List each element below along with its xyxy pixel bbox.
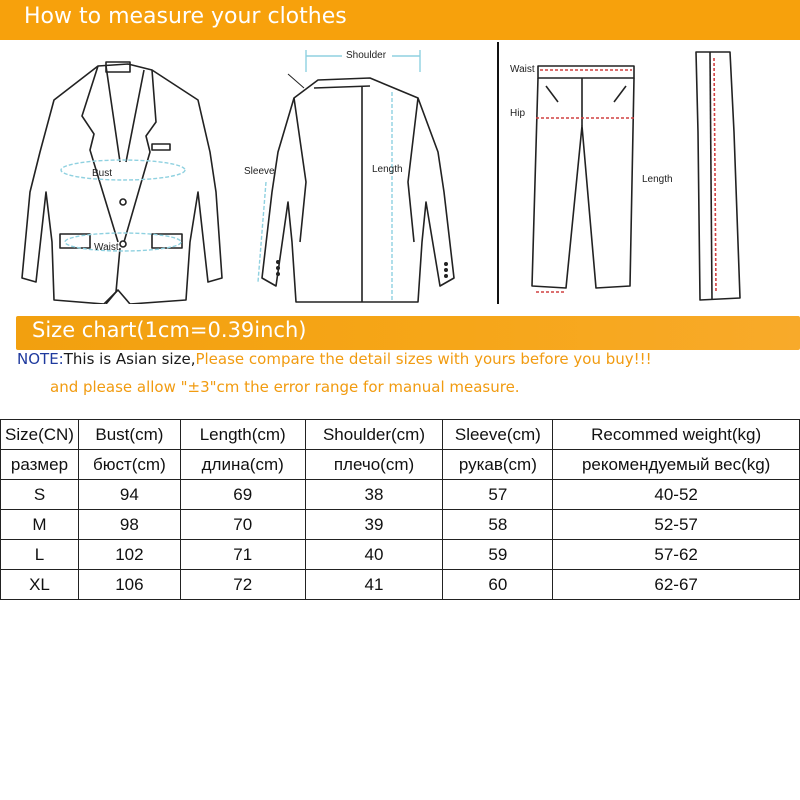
table-header-cell: Recommed weight(kg): [553, 420, 800, 450]
table-cell: 40-52: [553, 480, 800, 510]
jacket-front-diagram: [10, 42, 240, 304]
table-cell: L: [1, 540, 79, 570]
pants-length-label: Length: [642, 174, 673, 185]
table-cell: 98: [78, 510, 180, 540]
table-header-cell: длина(cm): [180, 450, 305, 480]
table-cell: 40: [305, 540, 443, 570]
table-cell: S: [1, 480, 79, 510]
table-row: [1, 570, 800, 600]
table-cell: 72: [180, 570, 305, 600]
table-cell: XL: [1, 570, 79, 600]
table-header-cell: рекомендуемый вес(kg): [553, 450, 800, 480]
table-header-cell: плечо(cm): [305, 450, 443, 480]
hip-label: Hip: [510, 108, 526, 119]
table-row: [1, 510, 800, 540]
shoulder-label: Shoulder: [346, 50, 387, 61]
table-header-cell: бюст(cm): [78, 450, 180, 480]
note-line-2: and please allow "±3"cm the error range for manual measure.: [50, 378, 520, 396]
table-header-cell: Bust(cm): [78, 420, 180, 450]
bust-label: Bust: [92, 168, 113, 179]
table-header-cell: Sleeve(cm): [443, 420, 553, 450]
table-header-cell: Size(CN): [1, 420, 79, 450]
table-cell: 60: [443, 570, 553, 600]
table-header-en: [1, 420, 800, 450]
size-table: [0, 419, 800, 600]
note-line: [17, 350, 652, 368]
table-cell: 57: [443, 480, 553, 510]
note-text-black: This is Asian size,: [63, 350, 196, 368]
table-cell: 62-67: [553, 570, 800, 600]
table-cell: 57-62: [553, 540, 800, 570]
sleeve-label: Sleeve: [244, 166, 275, 177]
table-cell: 58: [443, 510, 553, 540]
table-cell: 52-57: [553, 510, 800, 540]
table-cell: 106: [78, 570, 180, 600]
table-cell: 41: [305, 570, 443, 600]
page-title: How to measure your clothes: [24, 4, 347, 29]
table-header-cell: Shoulder(cm): [305, 420, 443, 450]
table-header-ru: [1, 450, 800, 480]
table-header-cell: рукав(cm): [443, 450, 553, 480]
table-header-cell: размер: [1, 450, 79, 480]
table-row: [1, 540, 800, 570]
table-cell: 70: [180, 510, 305, 540]
table-cell: 39: [305, 510, 443, 540]
jacket-back-diagram: [236, 42, 486, 304]
table-header-cell: Length(cm): [180, 420, 305, 450]
table-cell: 71: [180, 540, 305, 570]
table-row: [1, 480, 800, 510]
waist-label: Waist: [94, 242, 119, 253]
length-label: Length: [372, 164, 403, 175]
pants-waist-label: Waist: [510, 64, 535, 75]
note-label: NOTE:: [17, 350, 64, 368]
table-cell: 94: [78, 480, 180, 510]
note-text-orange: Please compare the detail sizes with yours before you buy!!!: [195, 350, 652, 368]
size-chart-title: Size chart(1cm=0.39inch): [32, 318, 307, 342]
table-cell: 38: [305, 480, 443, 510]
table-cell: 69: [180, 480, 305, 510]
table-cell: 59: [443, 540, 553, 570]
table-cell: M: [1, 510, 79, 540]
panel-divider: [497, 42, 499, 304]
pants-side-diagram: [630, 42, 760, 304]
table-cell: 102: [78, 540, 180, 570]
